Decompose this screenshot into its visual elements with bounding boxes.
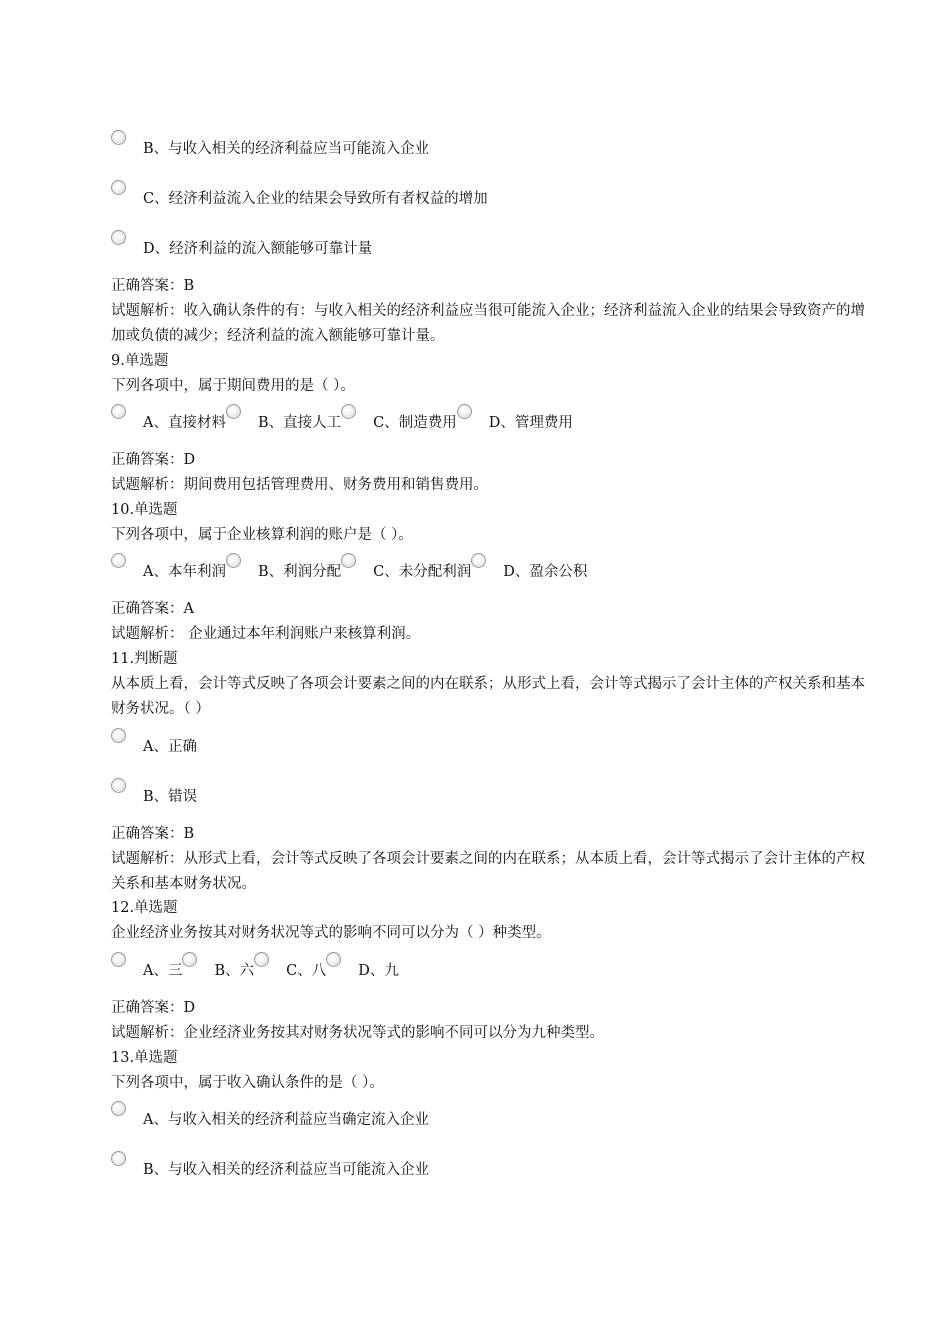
radio-icon[interactable] xyxy=(111,728,126,743)
radio-icon[interactable] xyxy=(111,553,126,568)
q9-option-b[interactable]: B、直接人工 xyxy=(226,402,341,433)
radio-icon[interactable] xyxy=(111,180,126,195)
radio-icon[interactable] xyxy=(111,230,126,245)
q12-options xyxy=(111,950,399,980)
q10-analysis: 试题解析： 企业通过本年利润账户来核算利润。 xyxy=(111,626,421,642)
q9-stem: 下列各项中，属于期间费用的是（ ）。 xyxy=(111,378,355,394)
q11-answer: 正确答案：B xyxy=(111,826,195,842)
q11-analysis: 试题解析：从形式上看，会计等式反映了各项会计要素之间的内在联系；从本质上看，会计等式揭示了会计主体的产权关系和基本财务状况。 xyxy=(111,851,865,892)
q11-option-a[interactable] xyxy=(111,726,197,756)
radio-icon[interactable] xyxy=(341,553,356,568)
radio-icon[interactable] xyxy=(111,778,126,793)
option-label: C、经济利益流入企业的结果会导致所有者权益的增加 xyxy=(143,191,488,207)
q13-option-a[interactable] xyxy=(111,1099,429,1129)
q11-option-b[interactable] xyxy=(111,776,197,806)
option-label: A、正确 xyxy=(143,739,197,755)
q12-option-d[interactable]: D、九 xyxy=(326,950,399,981)
radio-icon[interactable] xyxy=(341,404,356,419)
radio-icon[interactable] xyxy=(226,553,241,568)
radio-icon[interactable] xyxy=(457,404,472,419)
q12-stem: 企业经济业务按其对财务状况等式的影响不同可以分为（ ）种类型。 xyxy=(111,925,551,941)
q9-number: 9.单选题 xyxy=(111,353,169,369)
q8-option-c[interactable] xyxy=(111,178,488,208)
q9-options xyxy=(111,402,573,432)
q10-number: 10.单选题 xyxy=(111,502,178,518)
q8-answer: 正确答案：B xyxy=(111,278,195,294)
q13-stem: 下列各项中，属于收入确认条件的是（ ）。 xyxy=(111,1075,384,1091)
option-label: B、与收入相关的经济利益应当可能流入企业 xyxy=(143,141,430,157)
q9-answer: 正确答案：D xyxy=(111,452,196,468)
q8-option-b[interactable] xyxy=(111,128,429,158)
q10-option-b[interactable]: B、利润分配 xyxy=(226,551,341,582)
radio-icon[interactable] xyxy=(254,952,269,967)
q12-answer: 正确答案：D xyxy=(111,1000,196,1016)
radio-icon[interactable] xyxy=(111,1101,126,1116)
q9-analysis: 试题解析：期间费用包括管理费用、财务费用和销售费用。 xyxy=(111,477,488,493)
option-label: B、与收入相关的经济利益应当可能流入企业 xyxy=(143,1162,430,1178)
q10-answer: 正确答案：A xyxy=(111,601,194,617)
radio-icon[interactable] xyxy=(111,130,126,145)
q10-option-c[interactable]: C、未分配利润 xyxy=(341,551,471,582)
option-label: A、与收入相关的经济利益应当确定流入企业 xyxy=(143,1112,429,1128)
q12-number: 12.单选题 xyxy=(111,900,178,916)
option-label: D、经济利益的流入额能够可靠计量 xyxy=(143,241,373,257)
q10-options xyxy=(111,551,587,581)
q12-option-b[interactable]: B、六 xyxy=(182,950,254,981)
radio-icon[interactable] xyxy=(111,952,126,967)
q11-number: 11.判断题 xyxy=(111,651,178,667)
q9-option-a[interactable]: A、直接材料 xyxy=(111,402,226,433)
radio-icon[interactable] xyxy=(111,404,126,419)
option-label: B、错误 xyxy=(143,789,198,805)
q8-analysis: 试题解析：收入确认条件的有：与收入相关的经济利益应当很可能流入企业；经济利益流入企业的结果会导致资产的增加或负债的减少；经济利益的流入额能够可靠计量。 xyxy=(111,303,865,344)
q11-stem: 从本质上看，会计等式反映了各项会计要素之间的内在联系；从形式上看，会计等式揭示了会计主体的产权关系和基本财务状况。（ ） xyxy=(111,676,865,717)
q12-option-c[interactable]: C、八 xyxy=(254,950,326,981)
q13-option-b[interactable] xyxy=(111,1149,429,1179)
q10-option-d[interactable]: D、盈余公积 xyxy=(471,551,587,582)
q13-number: 13.单选题 xyxy=(111,1050,178,1066)
radio-icon[interactable] xyxy=(471,553,486,568)
q12-analysis: 试题解析：企业经济业务按其对财务状况等式的影响不同可以分为九种类型。 xyxy=(111,1025,604,1041)
q12-option-a[interactable]: A、三 xyxy=(111,950,182,981)
q10-option-a[interactable]: A、本年利润 xyxy=(111,551,226,582)
radio-icon[interactable] xyxy=(111,1151,126,1166)
q10-stem: 下列各项中，属于企业核算利润的账户是（ ）。 xyxy=(111,527,413,543)
radio-icon[interactable] xyxy=(182,952,197,967)
q9-option-c[interactable]: C、制造费用 xyxy=(341,402,457,433)
radio-icon[interactable] xyxy=(226,404,241,419)
q8-option-d[interactable] xyxy=(111,228,372,258)
q9-option-d[interactable]: D、管理费用 xyxy=(457,402,573,433)
radio-icon[interactable] xyxy=(326,952,341,967)
